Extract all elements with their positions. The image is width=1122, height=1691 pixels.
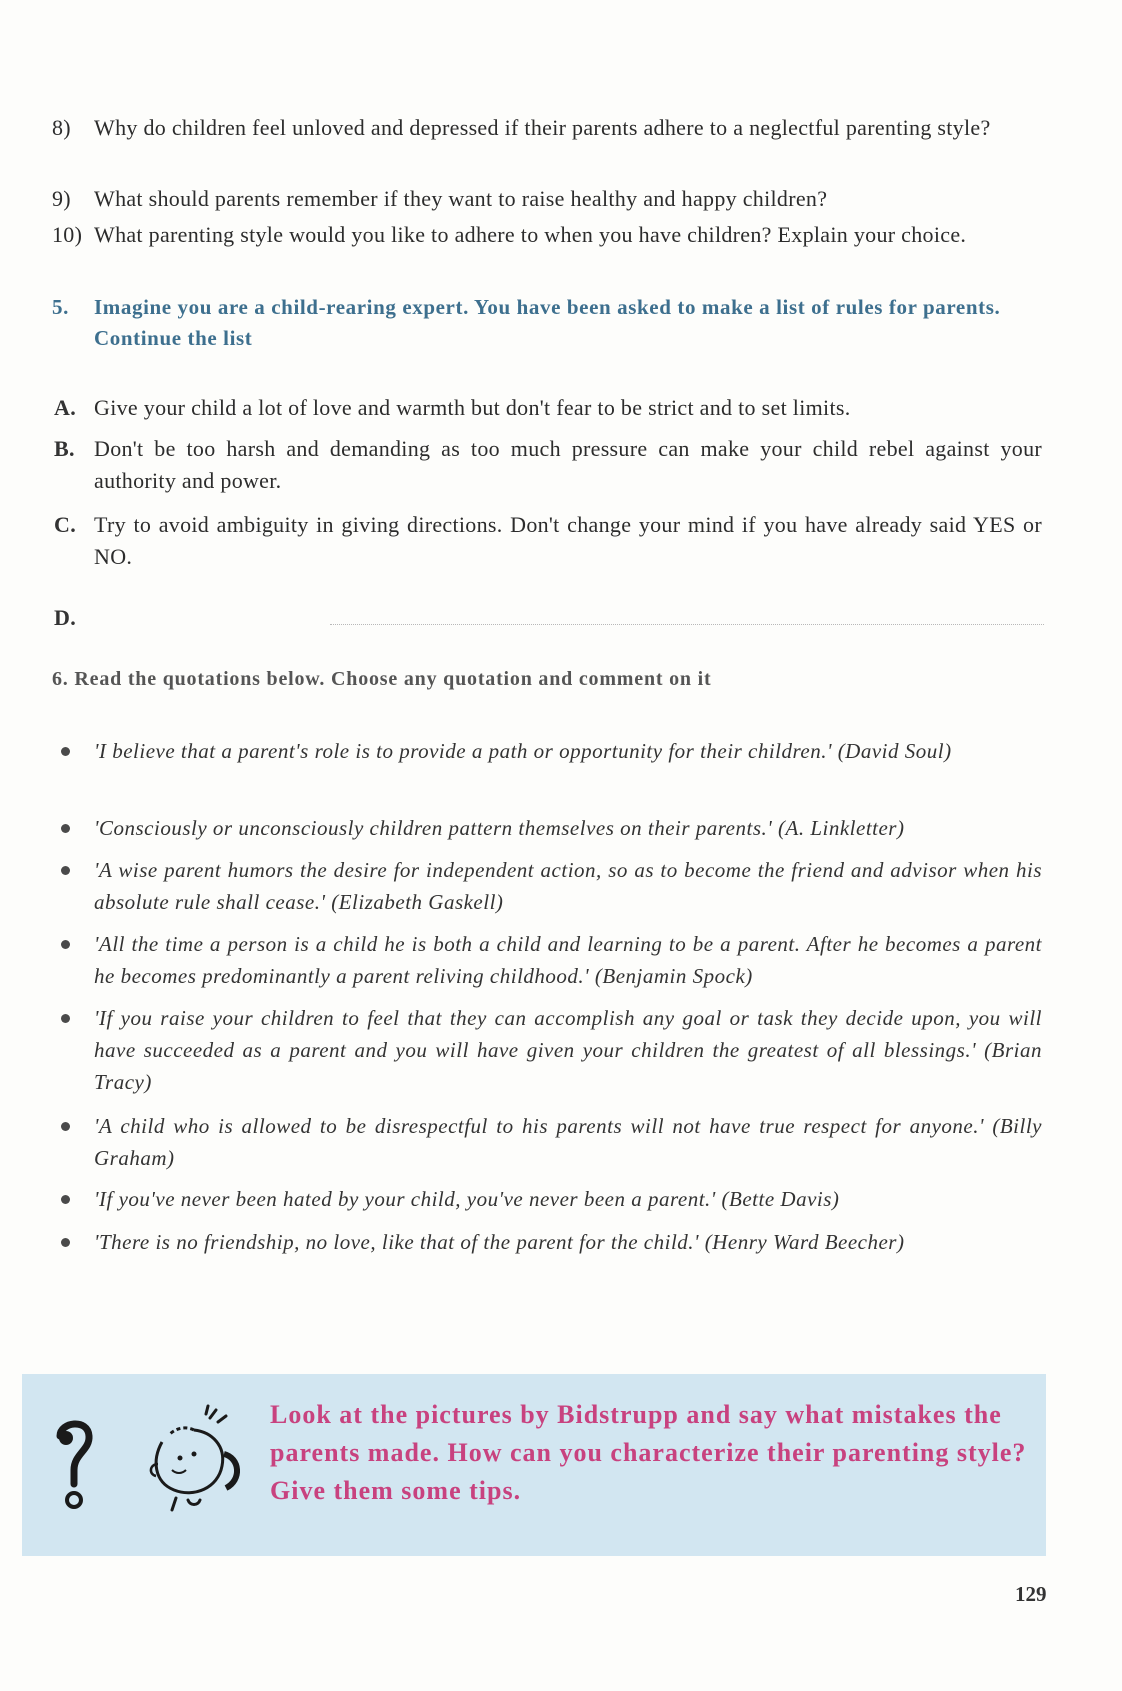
rule-b	[52, 433, 1042, 497]
question-text: What should parents remember if they want to raise healthy and happy children?	[94, 186, 828, 211]
quote-text: 'All the time a person is a child he is both a child and learning to be a parent. After he becomes a parent he becomes predominantly a parent reliving childhood.' (Benjamin Spock)	[94, 932, 1042, 988]
rule-text: Try to avoid ambiguity in giving directions. Don't change your mind if you have already said YES or NO.	[94, 512, 1042, 569]
quote-text: 'Consciously or unconsciously children pattern themselves on their parents.' (A. Linkletter)	[94, 816, 905, 840]
rule-c	[52, 509, 1042, 573]
rule-letter: B.	[54, 436, 75, 461]
question-8	[52, 112, 1042, 144]
quote-text: 'There is no friendship, no love, like that of the parent for the child.' (Henry Ward Beecher)	[94, 1230, 905, 1254]
quote-text: 'A child who is allowed to be disrespectful to his parents will not have true respect for anyone.' (Billy Graham)	[94, 1114, 1042, 1170]
question-number: 10)	[52, 222, 83, 247]
task-number: 5.	[52, 295, 69, 319]
bullet-icon	[61, 940, 70, 949]
quote-text: 'I believe that a parent's role is to provide a path or opportunity for their children.' (David Soul)	[94, 739, 952, 763]
question-text: Why do children feel unloved and depressed if their parents adhere to a neglectful parenting style?	[94, 115, 991, 140]
page-number: 129	[1015, 1582, 1047, 1606]
task-5-heading	[52, 292, 1042, 354]
question-number: 8)	[52, 115, 71, 140]
quote-item	[52, 735, 1042, 767]
task-6-heading: 6. Read the quotations below. Choose any quotation and comment on it	[52, 668, 712, 690]
bullet-icon	[61, 866, 70, 875]
bullet-icon	[61, 1014, 70, 1023]
bullet-icon	[61, 1122, 70, 1131]
quote-item	[52, 1002, 1042, 1098]
bullet-icon	[61, 824, 70, 833]
thinking-child-icon	[132, 1402, 252, 1522]
quote-item	[52, 928, 1042, 992]
quote-item	[52, 1183, 1042, 1215]
question-number: 9)	[52, 186, 71, 211]
quote-text: 'A wise parent humors the desire for independent action, so as to become the friend and advisor when his absolute rule shall cease.' (Elizabeth Gaskell)	[94, 858, 1042, 914]
task-instruction: Imagine you are a child-rearing expert. You have been asked to make a list of rules for parents. Continue the list	[94, 295, 1001, 350]
answer-blank-line[interactable]	[330, 624, 1044, 625]
rule-letter: C.	[54, 512, 76, 537]
discussion-callout	[22, 1374, 1046, 1556]
bullet-icon	[61, 1238, 70, 1247]
bullet-icon	[61, 747, 70, 756]
quote-text: 'If you've never been hated by your child, you've never been a parent.' (Bette Davis)	[94, 1187, 840, 1211]
rule-a	[52, 392, 1042, 424]
quote-item	[52, 812, 1042, 844]
quote-item	[52, 854, 1042, 918]
quote-text: 'If you raise your children to feel that they can accomplish any goal or task they decide upon, you will have succeeded as a parent and you will have given your children the greatest of all blessings.' (Brian Tracy)	[94, 1006, 1042, 1094]
rule-text: Don't be too harsh and demanding as too much pressure can make your child rebel against your authority and power.	[94, 436, 1042, 493]
question-10	[52, 219, 1042, 251]
question-text: What parenting style would you like to adhere to when you have children? Explain your choice.	[94, 222, 967, 247]
quote-item	[52, 1110, 1042, 1174]
callout-instruction: Look at the pictures by Bidstrupp and say what mistakes the parents made. How can you characterize their parenting style? Give them some tips.	[270, 1400, 1027, 1505]
rule-letter: D.	[54, 605, 76, 630]
bullet-icon	[61, 1195, 70, 1204]
rule-letter: A.	[54, 395, 76, 420]
quote-item	[52, 1226, 1042, 1258]
question-mark-icon	[52, 1414, 96, 1510]
question-9	[52, 183, 1042, 215]
rule-text: Give your child a lot of love and warmth but don't fear to be strict and to set limits.	[94, 395, 851, 420]
